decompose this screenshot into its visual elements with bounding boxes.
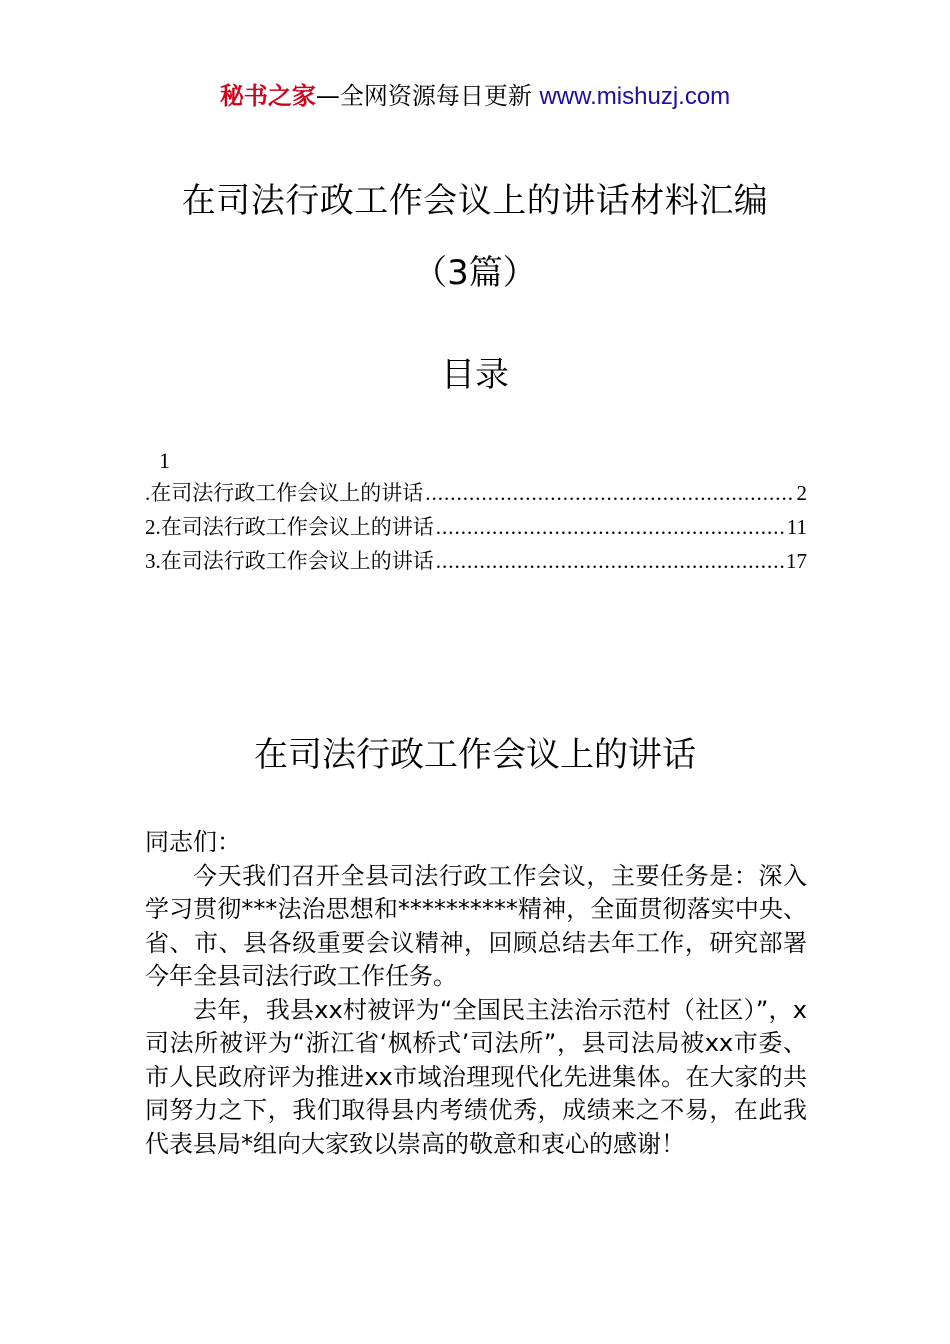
toc-item-page: 17 [786, 549, 807, 573]
table-of-contents [145, 446, 807, 578]
toc-item-label: 在司法行政工作会议上的讲话 [160, 549, 434, 573]
toc-lead-number: 1 [159, 448, 170, 473]
toc-item-page: 11 [786, 515, 807, 539]
speech-body [145, 826, 807, 1161]
document-title: 在司法行政工作会议上的讲话材料汇编 [181, 181, 769, 221]
document-subtitle: （3篇） [413, 253, 537, 293]
toc-item[interactable] [145, 510, 807, 544]
speech-title: 在司法行政工作会议上的讲话 [254, 735, 696, 775]
toc-item-page: 2 [796, 481, 807, 505]
speech-paragraph: 去年，我县xx村被评为“全国民主法治示范村（社区）”，x司法所被评为“浙江省‘枫桥式’司法所”，县司法局被xx市委、市人民政府评为推进xx市域治理现代化先进集体。在大家的共同努力之下，我们取得县内考绩优秀，成绩来之不易，在此我代表县局*组向大家致以崇高的敬意和衷心的感谢！ [145, 995, 807, 1158]
speech-salutation: 同志们： [145, 828, 241, 856]
site-header [0, 80, 950, 113]
toc-leader-dots [425, 476, 794, 510]
toc-leader-dots [436, 510, 785, 544]
toc-item[interactable] [145, 476, 807, 510]
toc-item-number: 2. [145, 515, 161, 539]
toc-leader-dots [436, 544, 784, 578]
toc-heading: 目录 [441, 355, 509, 395]
toc-item[interactable] [145, 544, 807, 578]
toc-item-label: 在司法行政工作会议上的讲话 [150, 481, 424, 505]
toc-item-number: 3. [145, 549, 161, 573]
toc-item-number: . [145, 481, 151, 505]
toc-item-label: 在司法行政工作会议上的讲话 [160, 515, 434, 539]
site-url-link[interactable]: www.mishuzj.com [539, 83, 731, 110]
site-brand: 秘书之家 [219, 82, 316, 110]
site-tagline: —全网资源每日更新 [315, 82, 540, 110]
speech-paragraph: 今天我们召开全县司法行政工作会议，主要任务是：深入学习贯彻***法治思想和**********精神，全面贯彻落实中央、省、市、县各级重要会议精神，回顾总结去年工作，研究部署今年全县司法行政工作任务。 [145, 861, 807, 990]
